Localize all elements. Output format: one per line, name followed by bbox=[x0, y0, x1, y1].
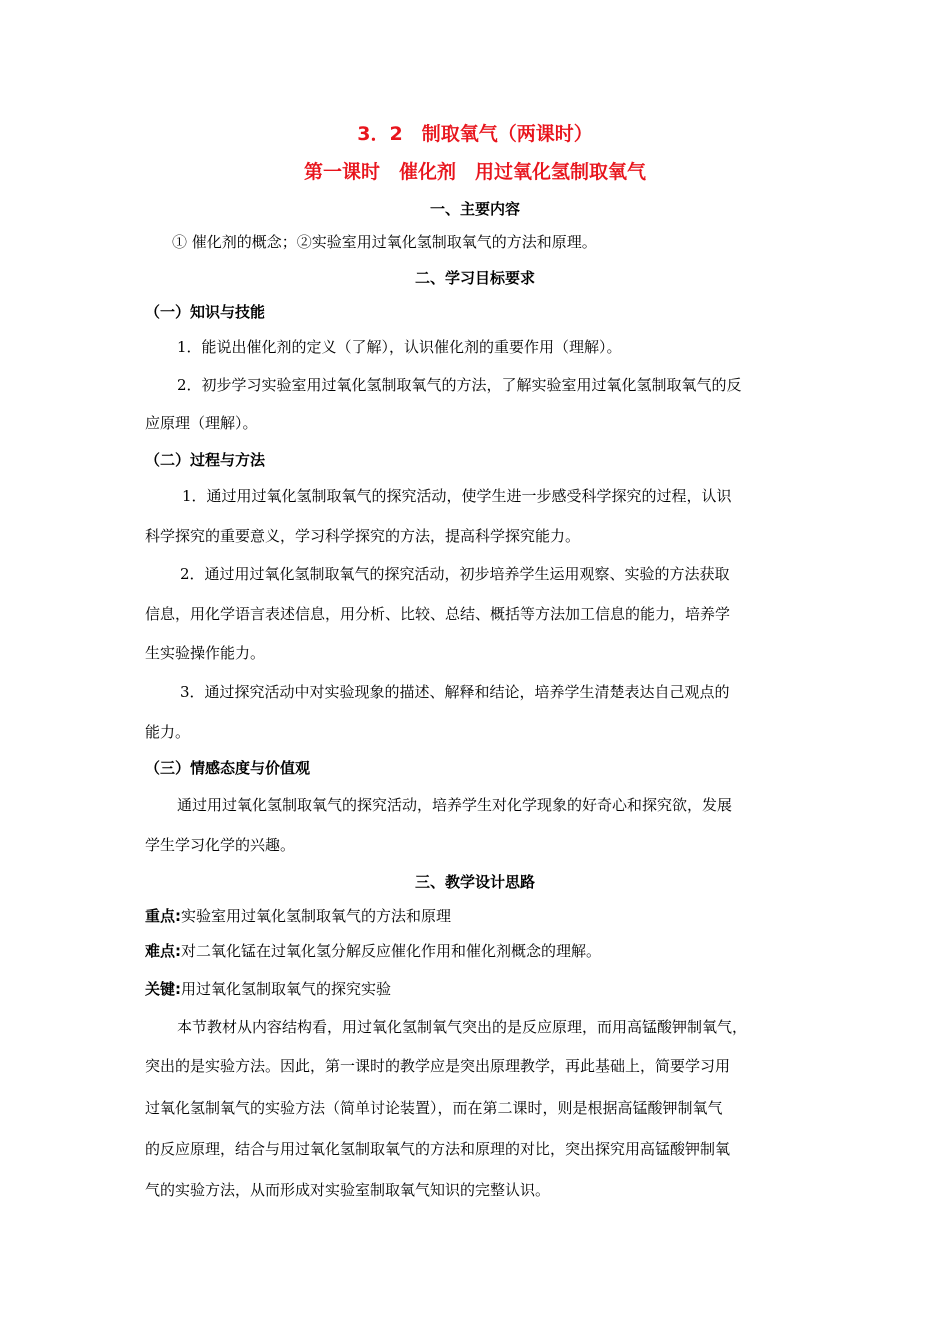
paragraph-line: 能力。 bbox=[145, 723, 191, 741]
paragraph-line: 1．能说出催化剂的定义（了解），认识催化剂的重要作用（理解）。 bbox=[177, 338, 622, 356]
section-heading-design-ideas: 三、教学设计思路 bbox=[414, 873, 535, 891]
key-point-label: 重点: bbox=[145, 907, 181, 925]
critical-point-text: 用过氧化氢制取氧气的探究实验 bbox=[181, 980, 392, 998]
paragraph-line: 突出的是实验方法。因此，第一课时的教学应是突出原理教学，再此基础上，简要学习用 bbox=[145, 1057, 731, 1075]
paragraph-line: 学生学习化学的兴趣。 bbox=[145, 836, 296, 854]
key-point-text: 实验室用过氧化氢制取氧气的方法和原理 bbox=[181, 907, 452, 925]
document-subtitle: 第一课时 催化剂 用过氧化氢制取氧气 bbox=[303, 161, 646, 183]
section-heading-learning-goals: 二、学习目标要求 bbox=[414, 269, 535, 287]
difficult-point-text: 对二氧化锰在过氧化氢分解反应催化作用和催化剂概念的理解。 bbox=[181, 942, 602, 960]
paragraph-line: 的反应原理，结合与用过氧化氢制取氧气的方法和原理的对比，突出探究用高锰酸钾制氧 bbox=[145, 1140, 731, 1158]
paragraph-line: 2．初步学习实验室用过氧化氢制取氧气的方法，了解实验室用过氧化氢制取氧气的反 bbox=[177, 376, 742, 394]
paragraph-line: 气的实验方法，从而形成对实验室制取氧气知识的完整认识。 bbox=[145, 1181, 551, 1199]
subsection-heading-process-methods: （二）过程与方法 bbox=[145, 451, 266, 469]
paragraph-line: 2．通过用过氧化氢制取氧气的探究活动，初步培养学生运用观察、实验的方法获取 bbox=[180, 565, 730, 583]
paragraph-line: 科学探究的重要意义，学习科学探究的方法，提高科学探究能力。 bbox=[145, 527, 581, 545]
difficult-point-label: 难点: bbox=[145, 942, 181, 960]
critical-point-row bbox=[145, 979, 391, 999]
paragraph-line: 信息，用化学语言表述信息，用分析、比较、总结、概括等方法加工信息的能力，培养学 bbox=[145, 605, 731, 623]
subsection-heading-knowledge-skills: （一）知识与技能 bbox=[145, 303, 266, 321]
difficult-point-row bbox=[145, 941, 601, 961]
section-heading-main-content: 一、主要内容 bbox=[429, 200, 520, 218]
paragraph-line: 3．通过探究活动中对实验现象的描述、解释和结论，培养学生清楚表达自己观点的 bbox=[180, 683, 730, 701]
paragraph-line: 生实验操作能力。 bbox=[145, 644, 266, 662]
paragraph-line: 过氧化氢制氧气的实验方法（简单讨论装置），而在第二课时，则是根据高锰酸钾制氧气 bbox=[145, 1099, 723, 1117]
paragraph-line: 1．通过用过氧化氢制取氧气的探究活动，使学生进一步感受科学探究的过程，认识 bbox=[182, 487, 732, 505]
critical-point-label: 关键: bbox=[145, 980, 181, 998]
key-point-row bbox=[145, 906, 451, 926]
paragraph-line: 本节教材从内容结构看，用过氧化氢制氧气突出的是反应原理，而用高锰酸钾制氧气， bbox=[177, 1018, 748, 1036]
main-content-text: ① 催化剂的概念；②实验室用过氧化氢制取氧气的方法和原理。 bbox=[172, 233, 597, 251]
document-title: 3．2 制取氧气（两课时） bbox=[357, 123, 593, 145]
paragraph-line: 应原理（理解）。 bbox=[145, 414, 258, 432]
paragraph-line: 通过用过氧化氢制取氧气的探究活动，培养学生对化学现象的好奇心和探究欲，发展 bbox=[177, 796, 733, 814]
subsection-heading-attitudes-values: （三）情感态度与价值观 bbox=[145, 759, 311, 777]
